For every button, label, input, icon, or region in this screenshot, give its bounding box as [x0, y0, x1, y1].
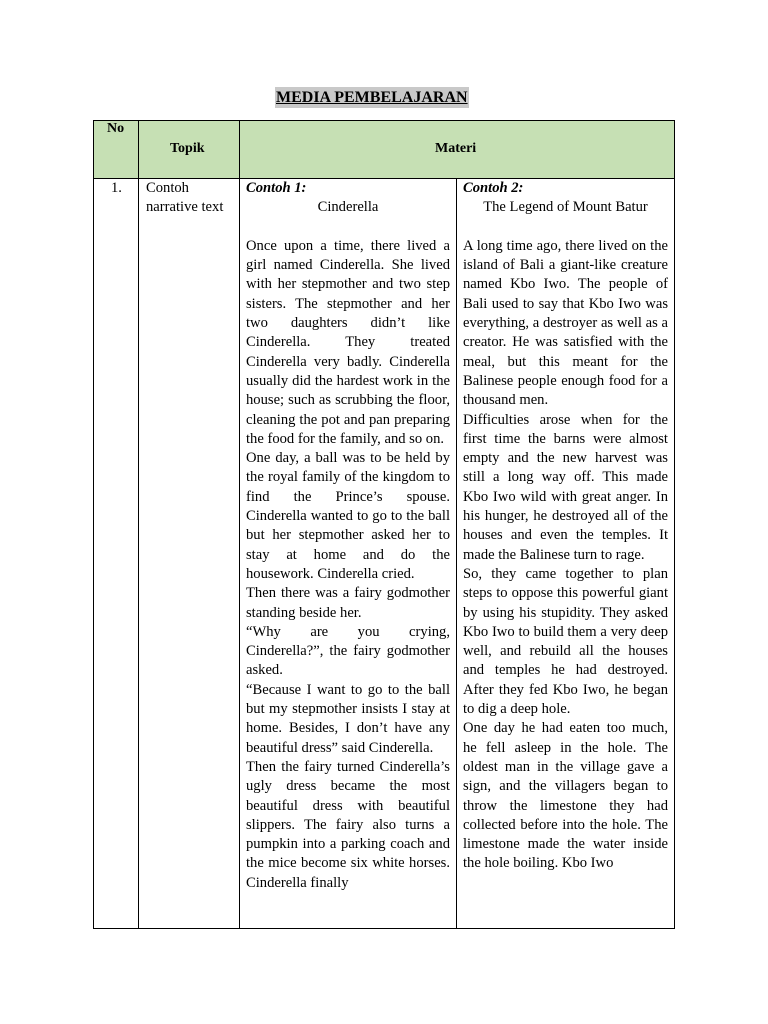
row-number: 1.: [111, 180, 122, 196]
example-2-paragraph: A long time ago, there lived on the island of Bali a giant-like creature named Kbo Iwo. The people of Bali used to say that Kbo Iwo was everything, a destroyer as well as a creator. He was satisfied with the meal, but this meant for the Balinese people enough food for a thousand men.: [463, 237, 668, 409]
example-1-paragraph: Then the fairy turned Cinderella’s ugly dress became the most beautiful dress with beautiful slippers. The fairy also turns a pumpkin into a parking coach and the mice become six white horses. Cinderella finally: [246, 758, 450, 891]
example-1-paragraph: “Why are you crying, Cinderella?”, the fairy godmother asked.: [246, 623, 450, 679]
example-1-label: Contoh 1:: [246, 180, 307, 196]
example-1-title: Cinderella: [317, 199, 379, 216]
spacer: [246, 218, 450, 237]
example-2-paragraph: So, they came together to plan steps to oppose this powerful giant by using his stupidity. They asked Kbo Iwo to build them a very deep well, and rebuild all the houses and temples he had destroyed. After they fed Kbo Iwo, he began to dig a deep hole.: [463, 565, 668, 718]
example-2-label: Contoh 2:: [463, 180, 524, 196]
example-2-paragraph: Difficulties arose when for the first time the barns were almost empty and the new harvest was still a long way off. This made Kbo Iwo wild with great anger. In his hunger, he destroyed all of the houses and even the temples. It made the Balinese turn to rage.: [463, 411, 668, 563]
column-divider: [138, 121, 139, 928]
page-title: MEDIA PEMBELAJARAN: [276, 89, 468, 106]
example-2-title: The Legend of Mount Batur: [483, 199, 648, 216]
example-1-paragraph: “Because I want to go to the ball but my stepmother insists I stay at home. Besides, I don’t have any beautiful dress” said Cinderella.: [246, 681, 450, 756]
example-2-paragraph: One day he had eaten too much, he fell asleep in the hole. The oldest man in the village gave a sign, and the villagers began to throw the limestone they had collected before into the hole. The limestone made the water inside the hole boiling. Kbo Iwo: [463, 720, 668, 872]
header-cell-no: [94, 121, 139, 179]
example-2-cell: [463, 179, 668, 928]
materials-table: [93, 120, 675, 929]
spacer: [463, 218, 668, 237]
example-1-paragraph: One day, a ball was to be held by the royal family of the kingdom to find the Prince’s spouse. Cinderella wanted to go to the ball but her stepmother asked her to stay at home and do the housework. Cinderella cried.: [246, 450, 450, 582]
column-divider: [456, 179, 457, 928]
example-1-paragraph: Once upon a time, there lived a girl named Cinderella. She lived with her stepmother and two step sisters. The stepmother and her two daughters didn’t like Cinderella. They treated Cinderella very badly. Cinderella usually did the hardest work in the house; such as scrubbing the floor, cleaning the pot and pan preparing the food for the family, and so on.: [246, 237, 450, 447]
column-divider: [239, 121, 240, 928]
example-1-cell: [246, 179, 450, 928]
header-topik: Topik: [170, 141, 205, 156]
header-materi: Materi: [435, 141, 477, 156]
header-cell-topik: [139, 121, 240, 179]
header-cell-materi: [240, 121, 674, 179]
example-1-paragraph: Then there was a fairy godmother standing beside her.: [246, 585, 450, 621]
topic-cell: Contoh narrative text: [146, 180, 224, 216]
header-no: No: [107, 121, 125, 136]
